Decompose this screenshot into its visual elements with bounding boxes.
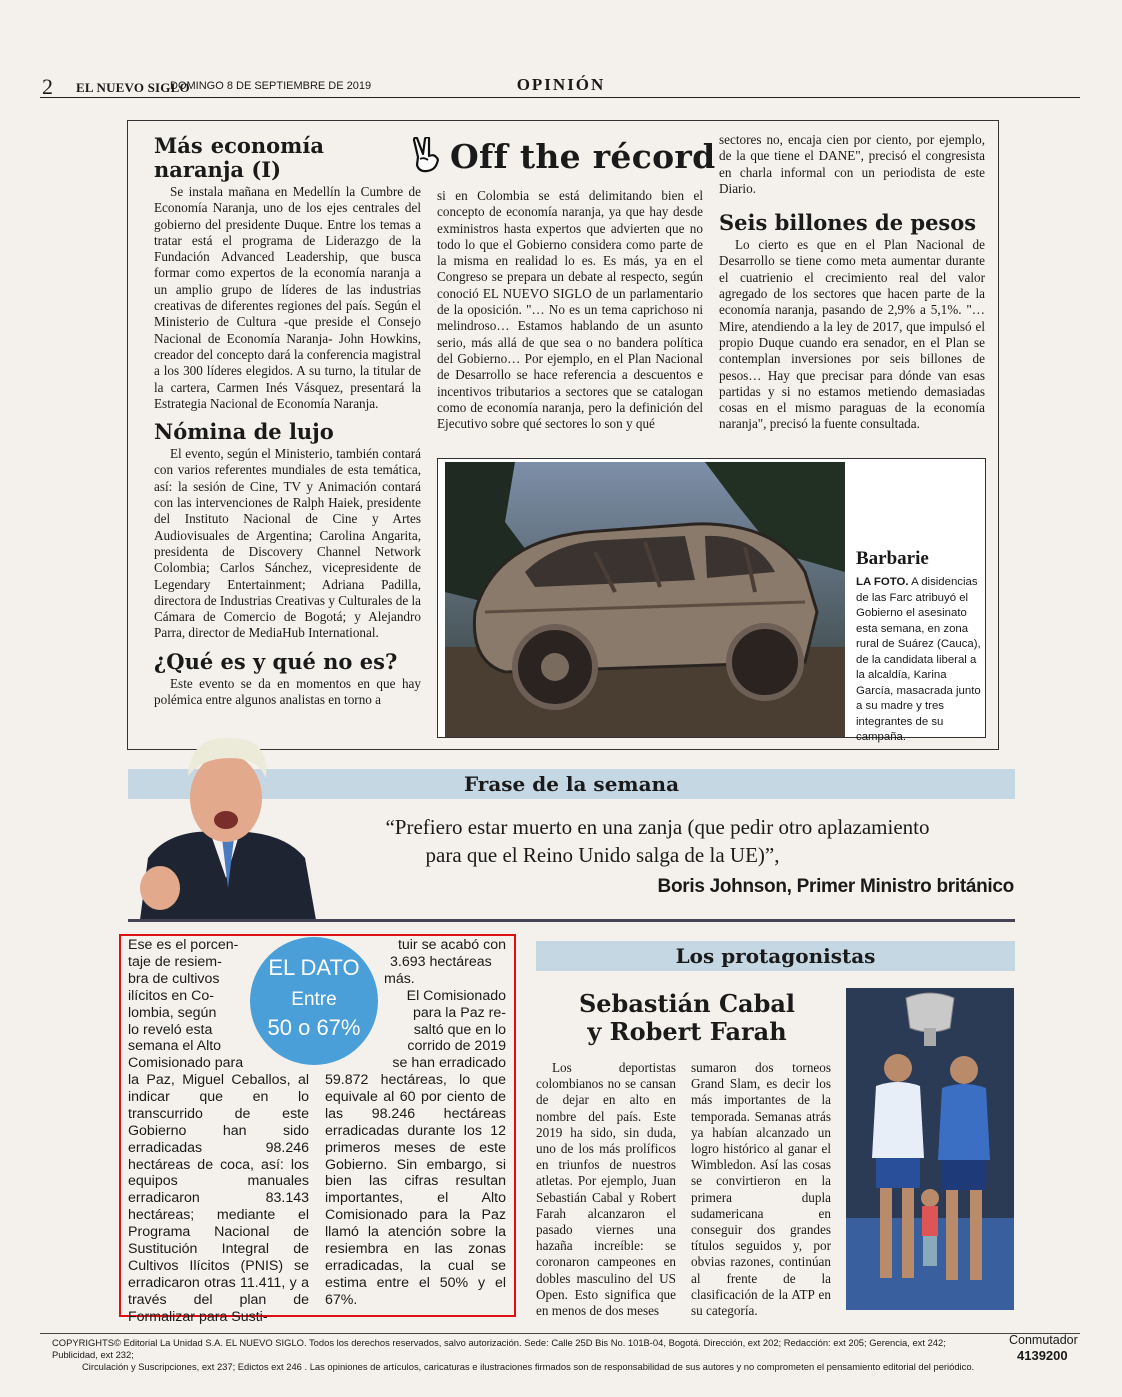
dato-line: semana el Alto [128,1038,222,1055]
frase-author: Boris Johnson, Primer Ministro británico [657,876,1014,897]
protagonistas-paragraph: Los deportistas colombianos no se cansan de dejar en alto en nombre del país. Este 2019 ha sido, sin duda, uno de los más prolíficos en triunfos de nuestros atletas. Por ejemplo, Juan Sebastián Cabal y Robert Farah alcanzaron el pasado viernes una hazaña increíble: se coronaron campeones en dobles masculino del US Open. Esto significa que en menos de dos meses [536,1060,676,1319]
dato-line: 3.693 hectáreas [390,953,492,970]
off-the-record-title [410,137,716,181]
switchboard-label: Conmutador [1009,1333,1078,1347]
switchboard-number: 4139200 [1017,1348,1068,1363]
badge-value: 50 o 67% [267,1015,361,1040]
headline-line: Sebastián Cabal [578,989,796,1018]
protagonistas-title: Los protagonistas [675,944,876,968]
newspaper-brand: EL NUEVO SIGLO [76,80,190,95]
page-number: 2 [42,74,53,99]
photo-caption-text: A disidencias de las Farc atribuyó el Gobierno el asesinato esta semana, en zona rural de Suárez (Cauca), de la candidata liberal a la alcaldía, Karina García, masacrada junto a su madre y tres integrantes de su campaña. [856,576,981,743]
el-dato-badge [250,937,378,1065]
dato-line: El Comisionado [406,987,506,1004]
footer-rule [40,1333,1080,1334]
dato-left-full: la Paz, Miguel Ceballos, al indicar que en lo transcurrido de este Gobierno han sido erradicadas 98.246 hectáreas de coca, así: los equipos manuales erradicaron 83.143 hectáreas; mediante el Programa Nacional de Sustitución Integral de Cultivos Ilícitos (PNIS) se erradicaron otras 11.411, y a través del plan de Formalizar para Susti- [128,1072,309,1325]
badge-sub: Entre [291,989,337,1010]
dato-right-narrow [380,937,506,1072]
dato-line: bra de cultivos [128,970,220,987]
otr-heading-billones: Seis billones de pesos [719,210,977,236]
dato-line: se han erradicado [392,1055,506,1072]
dato-line: Comisionado para [128,1055,244,1072]
footer-line: Circulación y Suscripciones, ext 237; Edictos ext 246 . Las opiniones de artículos, caricaturas e ilustraciones firmados son de responsabilidad de sus autores y no comprometen el pensamiento editorial del periódico. [82,1361,975,1372]
dato-line: saltó que en lo [413,1021,506,1038]
otr-heading-que-es: ¿Qué es y qué no es? [154,648,398,674]
otr-paragraph: Este evento se da en momentos en que hay polémica entre algunos analistas en torno a [154,675,421,708]
otr-paragraph: Se instala mañana en Medellín la Cumbre de Economía Naranja, uno de los ejes centrales del gobierno del presidente Duque. Entre los temas a tratar está el programa de Liderazgo de la Fundación Advanced Leadership, que busca formar como expertos de la economía naranja a un amplio grupo de líderes de las industrias creativas de diferentes regiones del país. Según el Ministerio de Cultura -que preside el Consejo Nacional de Economía Naranja- John Howkins, creador del concepto dará la conferencia magistral a los 300 líderes elegidos. A su turno, la titular de la cartera, Carmen Inés Vásquez, presentará la Estrategia Nacional de Economía Naranja. [154,184,421,411]
header-rule [40,97,1080,98]
frase-quote-line: “Prefiero estar muerto en una zanja (que pedir otro aplazamiento [385,815,930,839]
footer-copyright [52,1337,982,1373]
otr-heading-nomina: Nómina de lujo [154,419,334,445]
protagonistas-column-1 [536,1060,676,1319]
burned-car-photo [445,462,845,737]
frase-title: Frase de la semana [463,772,680,796]
photo-caption-label: LA FOTO. [856,576,909,588]
otr-column-2 [437,188,703,432]
otr-column-3 [719,132,985,433]
otr-paragraph: si en Colombia se está delimitando bien el concepto de economía naranja, ya que hay desde exministros hasta expertos que advierten que no todo lo que el Gobierno considera como parte de la misma en realidad lo es. Es más, ya en el Congreso se prepara un debate al respecto, según conoció EL NUEVO SIGLO de un parlamentario de la oposición. "… No es un tema caprichoso ni melindroso… Estamos hablando de un asunto serio, más allá de que sea o no bandera política del Gobierno… Por ejemplo, en el Plan Nacional de Desarrollo se hace referencia a descuentos e incentivos tributarios a sectores que se catalogan como de economía naranja, pero la definición del Ejecutivo sobre qué sectores lo son y qué [437,188,703,432]
photo-caption [856,575,981,746]
photo-title: Barbarie [856,548,929,569]
dato-line: tuir se acabó con [397,937,506,953]
dato-right-full: 59.872 hectáreas, lo que equivale al 60 por ciento de las 98.246 hectáreas erradicadas durante los 12 primeros meses de este Gobierno. Sin embargo, si bien las cifras resultan importantes, el Alto Comisionado para la Paz llamó la atención sobre la resiembra en las zonas erradicadas, la cual se estima entre el 50% y el 67%. [325,1072,506,1308]
dato-line: Ese es el porcen- [128,937,239,953]
otr-paragraph: Lo cierto es que en el Plan Nacional de Desarrollo se tiene como meta aumentar durante el cuatrienio el crecimiento real del valor agregado de los sectores que hacen parte de la economía naranja, pasando de 2,9% a 5,1%. "… Mire, atendiendo a la ley de 2017, que impulsó el propio Duque cuando era senador, en el Plan se contemplan inversiones por seis billones de pesos… Hay que precisar para dónde van esas partidas y si no estamos metiendo demasiadas cosas en el mismo paraguas de la economía naranja", precisó la fuente consultada. [719,237,985,432]
dato-line: lo reveló esta [128,1021,213,1038]
tennis-players-photo [846,988,1014,1310]
section-title: OPINIÓN [516,75,606,94]
dato-left-narrow [128,937,246,1072]
footer-line: COPYRIGHTS© Editorial La Unidad S.A. EL NUEVO SIGLO. Todos los derechos reservados, salvo autorización. Sede: Calle 25D Bis No. 101B-04, Bogotá. Dirección, ext 202; Redacción: ext 205; Gerencia, ext 242; Publicidad, ext 232; [52,1337,946,1360]
frase-bottom-rule [128,919,1015,922]
dato-line: taje de resiem- [128,953,222,970]
dato-line: corrido de 2019 [407,1038,506,1055]
protagonistas-paragraph: sumaron dos torneos Grand Slam, es decir los más importantes de la temporada. Semanas atrás ya habían alcanzado un logro histórico al ganar el Wimbledon. Así las cosas se convirtieron en la primera dupla sudamericana en conseguir dos grandes títulos seguidos y, por obvias razones, continúan al frente de la clasificación de la ATP en su categoría. [691,1060,831,1319]
otr-heading-economia: Más economía naranja (I) [154,133,324,182]
issue-date: DOMINGO 8 DE SEPTIEMBRE DE 2019 [170,80,372,92]
dato-line: más. [384,970,415,987]
off-the-record-title-text: Off the récord [450,137,716,176]
dato-line: lombia, según [128,1004,217,1021]
otr-column-1 [154,132,421,708]
boris-johnson-photo [130,728,316,920]
badge-label: EL DATO [268,955,360,980]
protagonistas-headline [536,990,838,1046]
frase-quote [300,813,1015,869]
otr-paragraph: sectores no, encaja cien por ciento, por ejemplo, de la que tiene el DANE", precisó el congresista en charla informal con un periodista de este Diario. [719,132,985,196]
frase-quote-line: para que el Reino Unido salga de la UE)”, [425,843,780,867]
headline-line: y Robert Farah [587,1017,787,1046]
dato-line: para la Paz re- [412,1004,506,1021]
dato-line: ilícitos en Co- [128,987,214,1004]
protagonistas-column-2 [691,1060,831,1319]
otr-paragraph: El evento, según el Ministerio, también contará con varios referentes mundiales de esta temática, así: la sesión de Cine, TV y Animación contará con las intervenciones de Ralph Haiek, presidente del Instituto Nacional de Cine y Artes Audiovisuales de Argentina; Carolina Angarita, presidenta de Discovery Channel Network Colombia; Carlos Sánchez, vicepresidente de Legendary Entertainment; Adriana Padilla, directora de Industrias Creativas y Culturales de la Cámara de Comercio de Bogotá; y Alejandro Parra, director de MediaHub International. [154,446,421,641]
